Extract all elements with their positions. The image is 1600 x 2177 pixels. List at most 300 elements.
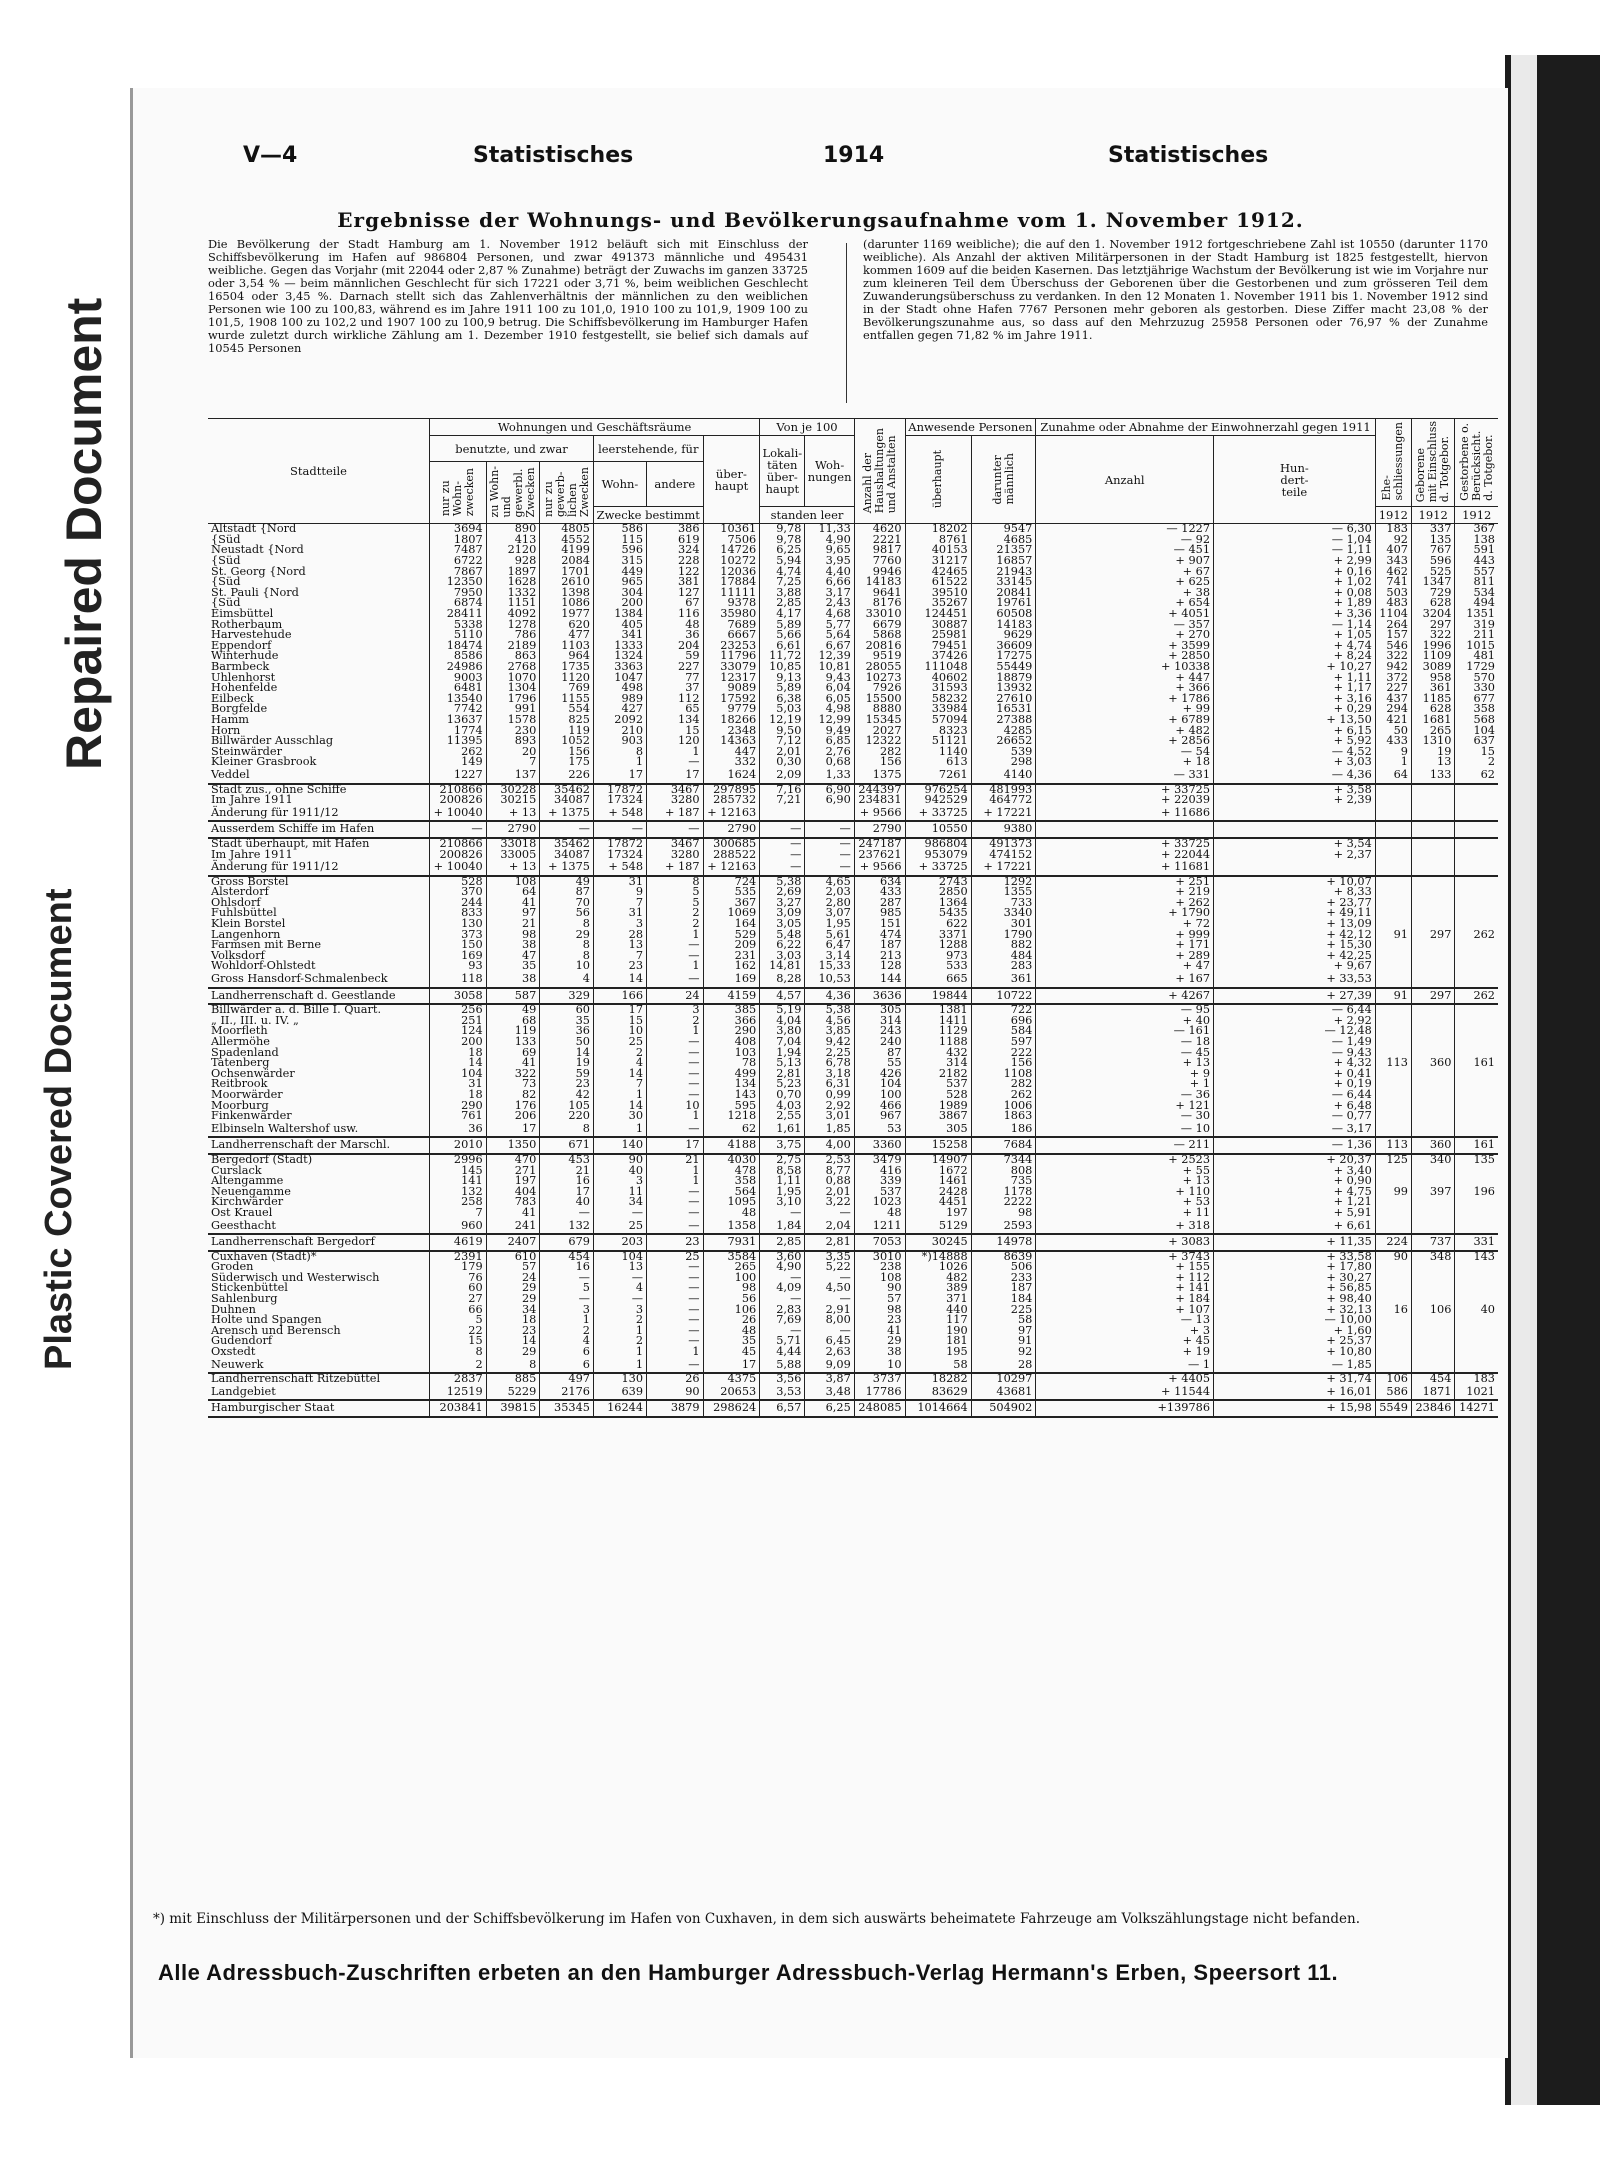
table-cell: 1701 [540, 567, 594, 578]
table-cell [1411, 1090, 1454, 1101]
table-cell: 11111 [703, 588, 760, 599]
table-cell: 34 [593, 1197, 646, 1208]
table-cell: 4140 [971, 768, 1036, 784]
table-cell: 6,47 [805, 940, 854, 951]
table-row [208, 662, 1498, 673]
table-cell: 285732 [703, 795, 760, 806]
table-cell: 1989 [905, 1101, 971, 1112]
table-cell: 24 [486, 1273, 540, 1284]
table-cell [1411, 1283, 1454, 1294]
table-cell: 1026 [905, 1262, 971, 1273]
table-cell [1375, 1336, 1411, 1347]
row-label: Ohlsdorf [211, 895, 261, 909]
table-cell: 2,83 [760, 1305, 805, 1316]
table-cell: + 33,53 [1214, 972, 1376, 988]
table-cell: + 9,67 [1214, 961, 1376, 972]
table-cell: + 366 [1036, 683, 1214, 694]
table-cell [1375, 821, 1411, 838]
table-cell: 833 [430, 908, 487, 919]
table-cell: 3,14 [805, 951, 854, 962]
table-cell: 35462 [540, 838, 594, 850]
table-cell: 1977 [540, 609, 594, 620]
table-cell: + 33725 [1036, 784, 1214, 796]
table-cell: 135 [1411, 535, 1454, 546]
table-cell: 4159 [703, 988, 760, 1005]
table-cell: 6,45 [805, 1336, 854, 1347]
table-cell: 0,30 [760, 757, 805, 768]
table-cell: 481993 [971, 784, 1036, 796]
table-cell: 735 [971, 1176, 1036, 1187]
table-cell: 25981 [905, 630, 971, 641]
table-cell: 195 [905, 1347, 971, 1358]
table-cell: 986804 [905, 838, 971, 850]
table-cell: 248085 [854, 1400, 905, 1417]
table-cell: 294 [1375, 704, 1411, 715]
table-cell: 138 [1455, 535, 1498, 546]
table-cell: 35 [703, 1336, 760, 1347]
table-row [208, 988, 1498, 1005]
table-cell: 546 [1375, 641, 1411, 652]
table-cell: 8 [486, 1358, 540, 1374]
table-cell: 210866 [430, 838, 487, 850]
table-cell [1375, 1315, 1411, 1326]
table-row [208, 1166, 1498, 1177]
table-cell: 62 [1455, 768, 1498, 784]
table-cell: 8880 [854, 704, 905, 715]
table-cell: 7931 [703, 1234, 760, 1251]
table-cell: 466 [854, 1101, 905, 1112]
table-cell: 2 [647, 908, 704, 919]
table-cell: + 13,50 [1214, 715, 1376, 726]
table-cell: + 45 [1036, 1336, 1214, 1347]
table-cell: 1 [593, 1326, 646, 1337]
table-cell: 122 [647, 567, 704, 578]
table-cell: + 31,74 [1214, 1373, 1376, 1385]
table-cell: 14978 [971, 1234, 1036, 1251]
table-cell: 14726 [703, 545, 760, 556]
table-cell: — [805, 860, 854, 876]
table-cell: 595 [703, 1101, 760, 1112]
table-cell: 104 [593, 1251, 646, 1263]
table-cell [1455, 940, 1498, 951]
row-label: „ II., III. u. IV. „ [211, 1013, 299, 1027]
table-cell: 48 [703, 1326, 760, 1337]
table-cell: 6,90 [805, 784, 854, 796]
table-cell: — 1,36 [1214, 1137, 1376, 1154]
scan-edge [1505, 55, 1600, 2105]
table-cell: 238 [854, 1262, 905, 1273]
table-cell: 965 [593, 577, 646, 588]
table-row [208, 1137, 1498, 1154]
table-row [208, 683, 1498, 694]
row-label: Winterhude [211, 649, 279, 663]
table-cell [1375, 1283, 1411, 1294]
table-cell: + 13 [486, 806, 540, 822]
table-cell: 30245 [905, 1234, 971, 1251]
table-cell: 1155 [540, 694, 594, 705]
table-cell: + 32,13 [1214, 1305, 1376, 1316]
header-zwecke: Zwecke bestimmt [593, 507, 703, 524]
table-cell: 78 [703, 1058, 760, 1069]
table-cell: 1 [593, 1358, 646, 1374]
table-cell: + 42,25 [1214, 951, 1376, 962]
table-cell: + 4405 [1036, 1373, 1214, 1385]
table-cell: 964 [540, 651, 594, 662]
table-cell: 79451 [905, 641, 971, 652]
table-cell: 3340 [971, 908, 1036, 919]
table-cell: 298 [971, 757, 1036, 768]
table-cell [1411, 1079, 1454, 1090]
table-cell: 31 [593, 876, 646, 888]
header-haushaltungen: Anzahl der Haushaltungen und Anstalten [860, 427, 898, 513]
table-cell: 7684 [971, 1137, 1036, 1154]
table-cell [1411, 860, 1454, 876]
row-label: Borgfelde [211, 702, 268, 716]
table-cell: 416 [854, 1166, 905, 1177]
table-cell: 210 [593, 726, 646, 737]
table-cell [1455, 898, 1498, 909]
table-cell: 2,55 [760, 1111, 805, 1122]
row-label: Hamburgischer Staat [208, 1400, 430, 1417]
table-cell: 322 [1411, 630, 1454, 641]
table-cell: + 17,80 [1214, 1262, 1376, 1273]
table-cell [1375, 1090, 1411, 1101]
table-cell: 49 [540, 876, 594, 888]
table-cell: 3636 [854, 988, 905, 1005]
table-cell: 529 [703, 930, 760, 941]
table-cell: 322 [1375, 651, 1411, 662]
table-cell: 24 [647, 988, 704, 1005]
table-cell: 433 [1375, 736, 1411, 747]
table-cell: + 1790 [1036, 908, 1214, 919]
table-cell [1375, 908, 1411, 919]
table-cell: 4,03 [760, 1101, 805, 1112]
table-cell: 256 [430, 1004, 487, 1016]
table-row [208, 784, 1498, 796]
table-cell: + 33,58 [1214, 1251, 1376, 1263]
table-cell [760, 806, 805, 822]
table-cell [1375, 838, 1411, 850]
table-cell: — 6,30 [1214, 524, 1376, 535]
table-cell: 1304 [486, 683, 540, 694]
table-cell [1375, 1262, 1411, 1273]
table-cell: 31 [430, 1079, 487, 1090]
table-cell: 6481 [430, 683, 487, 694]
table-cell: 6874 [430, 598, 487, 609]
row-label: Uhlenhorst [211, 670, 276, 684]
table-cell: 12519 [430, 1385, 487, 1401]
table-cell [1411, 1037, 1454, 1048]
table-cell: 53 [854, 1122, 905, 1138]
row-label: Bergedorf (Stadt) [211, 1152, 313, 1166]
table-cell: 1790 [971, 930, 1036, 941]
table-cell: 449 [593, 567, 646, 578]
row-label: Klein Borstel [211, 917, 286, 931]
table-cell: 8 [430, 1347, 487, 1358]
table-cell [1411, 1273, 1454, 1284]
table-cell: 5,71 [760, 1336, 805, 1347]
table-cell [1411, 1315, 1454, 1326]
table-cell: 314 [905, 1058, 971, 1069]
table-cell: + 13 [1036, 1176, 1214, 1187]
table-cell: — [540, 1273, 594, 1284]
table-cell: 244397 [854, 784, 905, 796]
table-cell: 343 [1375, 556, 1411, 567]
table-cell: 10297 [971, 1373, 1036, 1385]
table-row [208, 806, 1498, 822]
table-cell: 184 [971, 1294, 1036, 1305]
table-cell: 37426 [905, 651, 971, 662]
table-cell: — [647, 1262, 704, 1273]
table-cell: 29 [854, 1336, 905, 1347]
table-cell: + 49,11 [1214, 908, 1376, 919]
page-title: Ergebnisse der Wohnungs- und Bevölkerungsaufnahme vom 1. November 1912. [337, 208, 1304, 232]
header-zunahme: Zunahme oder Abnahme der Einwohnerzahl gegen 1911 [1036, 419, 1375, 436]
table-row [208, 1176, 1498, 1187]
table-cell: 120 [647, 736, 704, 747]
table-cell: 4,74 [760, 567, 805, 578]
row-label: Im Jahre 1911 [211, 793, 293, 807]
table-cell: 15345 [854, 715, 905, 726]
header-nur-wohn: nur zu Wohn- zwecken [438, 467, 476, 516]
header-nur-gewerbl: nur zu gewerb- lichen Zwecken [541, 466, 591, 517]
table-cell: 324 [647, 545, 704, 556]
table-cell: 297 [1411, 620, 1454, 631]
table-cell: 13637 [430, 715, 487, 726]
table-cell: 264 [1375, 620, 1411, 631]
table-cell: — [805, 838, 854, 850]
table-cell: 893 [486, 736, 540, 747]
table-cell: 9089 [703, 683, 760, 694]
table-cell: 231 [703, 951, 760, 962]
table-cell: 2,04 [805, 1219, 854, 1235]
table-cell: 4552 [540, 535, 594, 546]
table-cell: 9946 [854, 567, 905, 578]
table-cell: 70 [540, 898, 594, 909]
table-row [208, 930, 1498, 941]
table-cell: 1069 [703, 908, 760, 919]
table-cell: 568 [1455, 715, 1498, 726]
table-row [208, 1026, 1498, 1037]
table-cell: 724 [703, 876, 760, 888]
table-cell: 679 [540, 1234, 594, 1251]
table-cell: 258 [430, 1197, 487, 1208]
table-cell: 3,10 [760, 1197, 805, 1208]
table-cell: 35345 [540, 1400, 594, 1417]
table-cell: 3867 [905, 1111, 971, 1122]
table-cell [1375, 850, 1411, 861]
table-cell: 16 [1375, 1305, 1411, 1316]
table-cell: 108 [486, 876, 540, 888]
table-cell: 35462 [540, 784, 594, 796]
table-cell: 427 [593, 704, 646, 715]
table-cell: 38 [854, 1347, 905, 1358]
table-cell: + 10040 [430, 806, 487, 822]
table-cell: 1086 [540, 598, 594, 609]
table-cell: 1 [1375, 757, 1411, 768]
table-cell: 408 [703, 1037, 760, 1048]
table-cell: 9 [593, 887, 646, 898]
header-von-je: Von je 100 [760, 419, 855, 436]
table-cell: + 289 [1036, 951, 1214, 962]
row-label: Reitbrook [211, 1077, 268, 1091]
advertisement: Alle Adressbuch-Zuschriften erbeten an den Hamburger Adressbuch-Verlag Hermann's Erben, Speersort 11. [158, 1960, 1339, 1985]
table-cell: 4,68 [805, 609, 854, 620]
table-cell: 59 [540, 1069, 594, 1080]
table-cell: 677 [1455, 694, 1498, 705]
table-cell [1455, 1037, 1498, 1048]
table-cell: + 251 [1036, 876, 1214, 888]
table-cell: 37 [647, 683, 704, 694]
table-row [208, 1058, 1498, 1069]
table-cell: 91 [1375, 988, 1411, 1005]
table-cell: 15500 [854, 694, 905, 705]
table-cell: 628 [1411, 704, 1454, 715]
table-cell: *)14888 [905, 1251, 971, 1263]
table-cell: 15 [430, 1336, 487, 1347]
table-cell: 226 [540, 768, 594, 784]
table-cell: + 1,60 [1214, 1326, 1376, 1337]
table-cell: 27 [430, 1294, 487, 1305]
table-cell: 17 [540, 1187, 594, 1198]
table-cell: 91 [971, 1336, 1036, 1347]
table-cell: 3,27 [760, 898, 805, 909]
table-cell: 2,80 [805, 898, 854, 909]
table-cell: 206 [486, 1111, 540, 1122]
table-cell: + 1,17 [1214, 683, 1376, 694]
table-cell: 385 [703, 1004, 760, 1016]
table-cell: 426 [854, 1069, 905, 1080]
table-cell: 31217 [905, 556, 971, 567]
table-cell: 557 [1455, 567, 1498, 578]
table-cell: 1 [647, 1166, 704, 1177]
table-row [208, 1400, 1498, 1417]
table-cell: 10361 [703, 524, 760, 535]
row-label: Fuhlsbüttel [211, 906, 277, 920]
table-cell: 224 [1375, 1234, 1411, 1251]
table-cell: 14907 [905, 1154, 971, 1166]
table-cell: 25 [593, 1037, 646, 1048]
table-cell: 60 [540, 1004, 594, 1016]
table-row [208, 1251, 1498, 1263]
table-cell [1375, 1219, 1411, 1235]
table-cell: 4620 [854, 524, 905, 535]
table-cell [1411, 1016, 1454, 1027]
table-cell: 108 [854, 1273, 905, 1284]
table-cell: — 1 [1036, 1358, 1214, 1374]
table-cell [1455, 876, 1498, 888]
table-cell: 360 [1411, 1137, 1454, 1154]
row-label: {Süd [211, 532, 241, 546]
table-cell: 58232 [905, 694, 971, 705]
table-row [208, 704, 1498, 715]
table-cell [1375, 1069, 1411, 1080]
table-cell: 18 [430, 1090, 487, 1101]
table-cell: + 11,35 [1214, 1234, 1376, 1251]
table-cell: 16531 [971, 704, 1036, 715]
table-cell: 97 [486, 908, 540, 919]
table-cell: + 10,07 [1214, 876, 1376, 888]
table-cell: — [760, 821, 805, 838]
table-cell [1375, 1079, 1411, 1090]
table-cell: 30 [593, 1111, 646, 1122]
table-cell: 87 [540, 887, 594, 898]
table-cell: 1,85 [805, 1122, 854, 1138]
row-label: Altengamme [211, 1174, 284, 1188]
table-cell: 4030 [703, 1154, 760, 1166]
table-cell: 8586 [430, 651, 487, 662]
table-cell: 13 [593, 1262, 646, 1273]
table-cell: 12317 [703, 673, 760, 684]
table-cell: 203 [593, 1234, 646, 1251]
row-label: Moorwärder [211, 1087, 283, 1101]
table-cell: 17786 [854, 1385, 905, 1401]
table-cell: 17 [647, 1137, 704, 1154]
row-label: Eppendorf [211, 638, 272, 652]
table-cell: 40 [1455, 1305, 1498, 1316]
table-cell: — [647, 1037, 704, 1048]
table-cell: + 22039 [1036, 795, 1214, 806]
header-gestorbene: Gestorbene o. Berücksicht. d. Totgebor. [1457, 422, 1495, 501]
row-label: Cuxhaven (Stadt)* [211, 1249, 317, 1263]
table-cell: 11,33 [805, 524, 854, 535]
table-cell: + 219 [1036, 887, 1214, 898]
table-cell: 90 [647, 1385, 704, 1401]
table-cell: + 5,92 [1214, 736, 1376, 747]
table-cell: 761 [430, 1111, 487, 1122]
table-cell: 3,75 [760, 1137, 805, 1154]
table-cell: 597 [971, 1037, 1036, 1048]
table-row [208, 1154, 1498, 1166]
table-row [208, 535, 1498, 546]
header-leerstehende: leerstehende, für [593, 436, 703, 462]
table-cell: + 15,98 [1214, 1400, 1376, 1417]
table-cell: 28411 [430, 609, 487, 620]
table-cell: 539 [971, 747, 1036, 758]
table-cell: 564 [703, 1187, 760, 1198]
row-label: {Süd [211, 596, 241, 610]
table-row [208, 651, 1498, 662]
table-cell: 989 [593, 694, 646, 705]
table-cell: 503 [1375, 588, 1411, 599]
table-cell: 5338 [430, 620, 487, 631]
table-cell: 100 [703, 1273, 760, 1284]
table-cell: + 3,03 [1214, 757, 1376, 768]
intro-left: Die Bevölkerung der Stadt Hamburg am 1. November 1912 beläuft sich mit Einschluss der Schiffsbevölkerung im Hafen auf 986804 Personen, und zwar 491373 männliche und 495431 weibliche. Gegen das Vorjahr (mit 22044 oder 2,87 % Zunahme) beträgt der Zuwachs im ganzen 33725 oder 3,54 % — beim männlichen Geschlecht für sich 17221 oder 3,71 %, beim weiblichen Geschlecht 16504 oder 3,45 %. Darnach stellt sich das Zahlenverhältnis der männlichen zu den weiblichen Personen wie 100 zu 100,83, während es im Jahre 1911 100 zu 101,0, 1910 100 zu 101,9, 1909 100 zu 101,5, 1908 100 zu 102,2 und 1907 100 zu 100,9 betrug. Die Schiffsbevölkerung im Hamburger Hafen wurde zuletzt durch wirkliche Zählung am 1. Dezember 1910 festgestellt, sie belief sich damals auf 10545 Personen [208, 237, 808, 355]
row-label: Alsterdorf [211, 885, 269, 899]
row-label: Moorburg [211, 1098, 269, 1112]
table-cell: 58 [905, 1358, 971, 1374]
table-cell [1455, 860, 1498, 876]
table-cell: 1578 [486, 715, 540, 726]
table-cell: 596 [1411, 556, 1454, 567]
table-cell: — [430, 821, 487, 838]
table-cell: 61522 [905, 577, 971, 588]
table-cell: 1398 [540, 588, 594, 599]
table-cell: + 6,61 [1214, 1219, 1376, 1235]
table-cell: + 187 [647, 806, 704, 822]
table-cell: 2428 [905, 1187, 971, 1198]
table-cell: + 1,02 [1214, 577, 1376, 588]
table-cell: + 141 [1036, 1283, 1214, 1294]
table-cell: 132 [540, 1219, 594, 1235]
table-cell: 19844 [905, 988, 971, 1005]
table-cell: 47 [486, 951, 540, 962]
table-cell: — [647, 1079, 704, 1090]
table-cell: 2,09 [760, 768, 805, 784]
table-cell: 885 [486, 1373, 540, 1385]
table-cell [1455, 961, 1498, 972]
